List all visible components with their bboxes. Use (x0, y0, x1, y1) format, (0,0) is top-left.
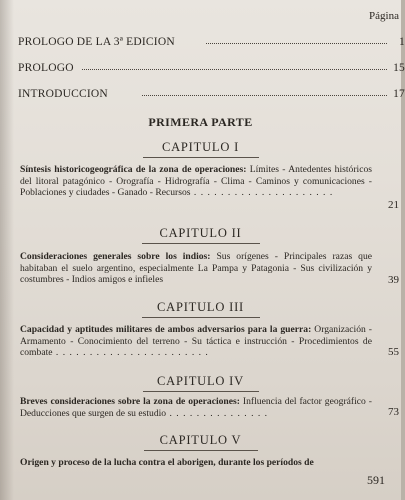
chapter-title: Síntesis historicogeográfica de la zona de operaciones: (20, 164, 247, 175)
chapter-entry-4: Breves consideraciones sobre la zona de operaciones: Influencia del factor geográfico - Deducciones que surgen de su estudio . . . . . . . . . . . . . . . (20, 396, 372, 419)
chapter-title: Capacidad y aptitudes militares de ambos adversarios para la guerra: (20, 324, 312, 335)
chapter-page-4: 73 (388, 406, 399, 418)
page-column-header: Página (369, 10, 399, 22)
toc-row-prologo (18, 62, 405, 74)
dot-leader (206, 43, 387, 44)
chapter-title: Consideraciones generales sobre los indios: (20, 251, 211, 262)
toc-row-label: PROLOGO (18, 62, 74, 74)
chapter-heading-1: CAPITULO I (161, 140, 240, 154)
chapter-page-1: 21 (388, 199, 399, 211)
chapter-heading-3: CAPITULO III (156, 300, 245, 314)
chapter-heading-5: CAPITULO V (159, 433, 242, 447)
dot-leader (142, 95, 387, 96)
page-number: 591 (367, 473, 385, 487)
toc-row-page: 15 (393, 62, 405, 74)
chapter-entry-3: Capacidad y aptitudes militares de ambos adversarios para la guerra: Organización - Armamento - Conocimiento del terreno - Su táctica e instrucción - Procedimientos de combate . . . . . . . . . . . . . . . . . . . . . . . (20, 324, 372, 358)
chapter-entry-5 (20, 457, 372, 469)
chapter-description: Límites - Antedentes históricos del litoral patagónico - Orografía - Hidrografía - Clima - Caminos y comunicaciones - Poblaciones y ciudades - Ganado - Recursos (20, 164, 372, 198)
toc-row-page: 1 (399, 36, 405, 48)
chapter-rule (143, 391, 259, 392)
chapter-title: Origen y proceso de la lucha contra el aborigen, durante los períodos de (20, 457, 314, 468)
toc-row-label: INTRODUCCION (18, 88, 108, 100)
chapter-rule (142, 317, 260, 318)
chapter-heading-4: CAPITULO IV (157, 374, 244, 388)
chapter-description: Organización - Armamento - Conocimiento del terreno - Su táctica e instrucción - Procedimientos de combate (20, 324, 372, 358)
chapter-title: Breves consideraciones sobre la zona de operaciones: (20, 396, 240, 407)
chapter-rule (143, 157, 259, 158)
toc-row-introduccion (18, 88, 405, 100)
binding-shadow (0, 0, 14, 500)
chapter-heading-2: CAPITULO II (159, 226, 242, 240)
dot-leader (82, 69, 387, 70)
chapter-rule (142, 243, 260, 244)
chapter-page-2: 39 (388, 274, 399, 286)
part-title: PRIMERA PARTE (148, 115, 253, 129)
toc-row-page: 17 (393, 88, 405, 100)
toc-row-label: PROLOGO DE LA 3ª EDICION (18, 36, 175, 48)
chapter-description: Influencia del factor geográfico - Deducciones que surgen de su estudio (20, 396, 372, 419)
chapter-page-3: 55 (388, 346, 399, 358)
chapter-rule (144, 450, 258, 451)
chapter-entry-2 (20, 251, 372, 286)
toc-row-prologo-3a-edicion (18, 36, 405, 48)
chapter-description: Sus orígenes - Principales razas que habitaban el suelo argentino, especialmente La Pampa y Patagonia - Sus civilización y costumbres - Indios amigos e infieles (20, 251, 373, 285)
chapter-entry-1: Síntesis historicogeográfica de la zona de operaciones: Límites - Antedentes históricos del litoral patagónico - Orografía - Hidrografía - Clima - Caminos y comunicaciones - Poblaciones y ciudades - Ganado - Recursos . . . . . . . . . . . . . . . . . . . . . (20, 164, 372, 198)
